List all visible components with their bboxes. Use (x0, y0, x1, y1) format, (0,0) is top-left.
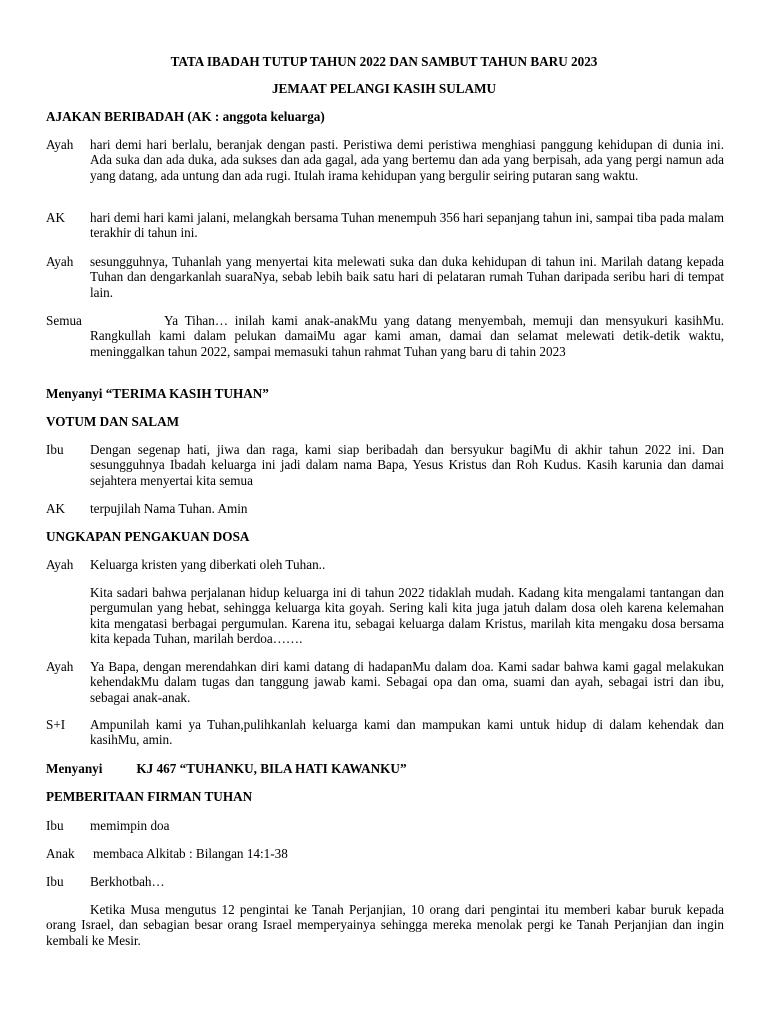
liturgy-line (46, 442, 724, 488)
song-label: Menyanyi (46, 761, 103, 776)
liturgy-text: Keluarga kristen yang diberkati oleh Tuhan.. (90, 557, 326, 572)
liturgy-text: Ya Tihan… inilah kami anak-anakMu yang datang menyembah, memuji dan mensyukuri kasihMu. Rangkullah kami dalam pelukan damaiMu agar kami aman, damai dan selamat melewati detik-detik waktu, meninggalkan tahun 2022, sampai memasuki tahun rahmat Tuhan yang baru di tahin 2023 (90, 313, 724, 359)
liturgy-text: membaca Alkitab : Bilangan 14:1-38 (93, 846, 288, 861)
speaker-label: S+I (46, 717, 66, 732)
liturgy-text: terpujilah Nama Tuhan. Amin (90, 501, 248, 516)
sermon-paragraph: Ketika Musa mengutus 12 pengintai ke Tanah Perjanjian, 10 orang dari pengintai itu memberi kabar buruk kepada orang Israel, dan sebagian besar orang Israel memperyainya sehingga mereka menolak pergi ke Tanah Perjanjian dan ingin kembali ke Mesir. (46, 902, 724, 948)
liturgy-line (46, 874, 724, 889)
liturgy-text: Ya Bapa, dengan merendahkan diri kami datang di hadapanMu dalam doa. Kami sadar bahwa kami gagal melakukan kehendakMu dalam tugas dan tanggung jawab kami. Sebagai opa dan oma, suami dan ayah, sebagai istri dan ibu, sebagai anak-anak. (90, 659, 724, 705)
liturgy-line (46, 818, 724, 833)
liturgy-line (46, 557, 724, 572)
liturgy-line (46, 501, 724, 516)
liturgy-line (46, 137, 724, 183)
speaker-label: Ibu (46, 442, 64, 457)
section-heading-pengakuan: UNGKAPAN PENGAKUAN DOSA (46, 529, 250, 544)
speaker-label: Semua (46, 313, 82, 328)
speaker-label: Ibu (46, 874, 64, 889)
speaker-label: Ayah (46, 659, 74, 674)
liturgy-text: hari demi hari kami jalani, melangkah bersama Tuhan menempuh 356 hari sepanjang tahun ini, sampai tiba pada malam terakhir di tahun ini. (90, 210, 724, 241)
liturgy-text: hari demi hari berlalu, beranjak dengan pasti. Peristiwa demi peristiwa menghiasi panggung kehidupan di dunia ini. Ada suka dan ada duka, ada sukses dan ada gagal, ada yang bertemu dan ada yang berpisah, ada yang pergi namun ada yang datang, ada untung dan ada rugi. Itulah irama kehidupan yang bergulir seiring putaran sang waktu. (90, 137, 724, 183)
liturgy-line (46, 585, 724, 646)
liturgy-text: sesungguhnya, Tuhanlah yang menyertai kita melewati suka dan duka kehidupan di tahun ini. Marilah datang kepada Tuhan dan dengarkanlah suaraNya, sebab lebih baik satu hari di pelataran rumah Tuhan daripada seribu hari di tempat lain. (90, 254, 724, 300)
speaker-label: Ayah (46, 557, 74, 572)
section-heading-votum: VOTUM DAN SALAM (46, 414, 180, 429)
speaker-label: Ayah (46, 137, 74, 152)
speaker-label: Ayah (46, 254, 74, 269)
speaker-label: AK (46, 501, 66, 516)
liturgy-line (46, 254, 724, 300)
liturgy-line (46, 313, 724, 359)
liturgy-text: Kita sadari bahwa perjalanan hidup keluarga ini di tahun 2022 tidaklah mudah. Kadang kita mengalami tantangan dan pergumulan yang hebat, sehingga keluarga kita goyah. Sering kali kita juga jatuh dalam dosa oleh karena kelemahan kita mengatasi berbagai pergumulan. Karena itu, sebagai keluarga dalam Kristus, marilah kita mengaku dosa bersama kita kepada Tuhan, marilah berdoa……. (90, 585, 724, 646)
liturgy-text: Dengan segenap hati, jiwa dan raga, kami siap beribadah dan bersyukur bagiMu di akhir tahun 2022 ini. Dan sesungguhnya Ibadah keluarga ini jadi dalam nama Bapa, Yesus Kristus dan Roh Kudus. Kasih karunia dan damai sejahtera menyertai kita semua (90, 442, 724, 488)
liturgy-text: Berkhotbah… (90, 874, 165, 889)
song-heading (46, 761, 407, 776)
liturgy-line (46, 846, 724, 861)
liturgy-line (46, 210, 724, 241)
speaker-label: Anak (46, 846, 75, 861)
speaker-label: Ibu (46, 818, 64, 833)
liturgy-text: memimpin doa (90, 818, 170, 833)
liturgy-text: Ampunilah kami ya Tuhan,pulihkanlah keluarga kami dan mampukan kami untuk hidup di dalam kehendak dan kasihMu, amin. (90, 717, 724, 748)
document-title: TATA IBADAH TUTUP TAHUN 2022 DAN SAMBUT TAHUN BARU 2023 (170, 54, 598, 69)
liturgy-line (46, 717, 724, 748)
congregation-name: JEMAAT PELANGI KASIH SULAMU (271, 81, 497, 96)
section-heading-ajakan: AJAKAN BERIBADAH (AK : anggota keluarga) (46, 109, 325, 124)
song-title: KJ 467 “TUHANKU, BILA HATI KAWANKU” (136, 761, 407, 776)
section-heading-firman: PEMBERITAAN FIRMAN TUHAN (46, 789, 253, 804)
speaker-label: AK (46, 210, 66, 225)
liturgy-line (46, 659, 724, 705)
song-heading: Menyanyi “TERIMA KASIH TUHAN” (46, 386, 269, 401)
